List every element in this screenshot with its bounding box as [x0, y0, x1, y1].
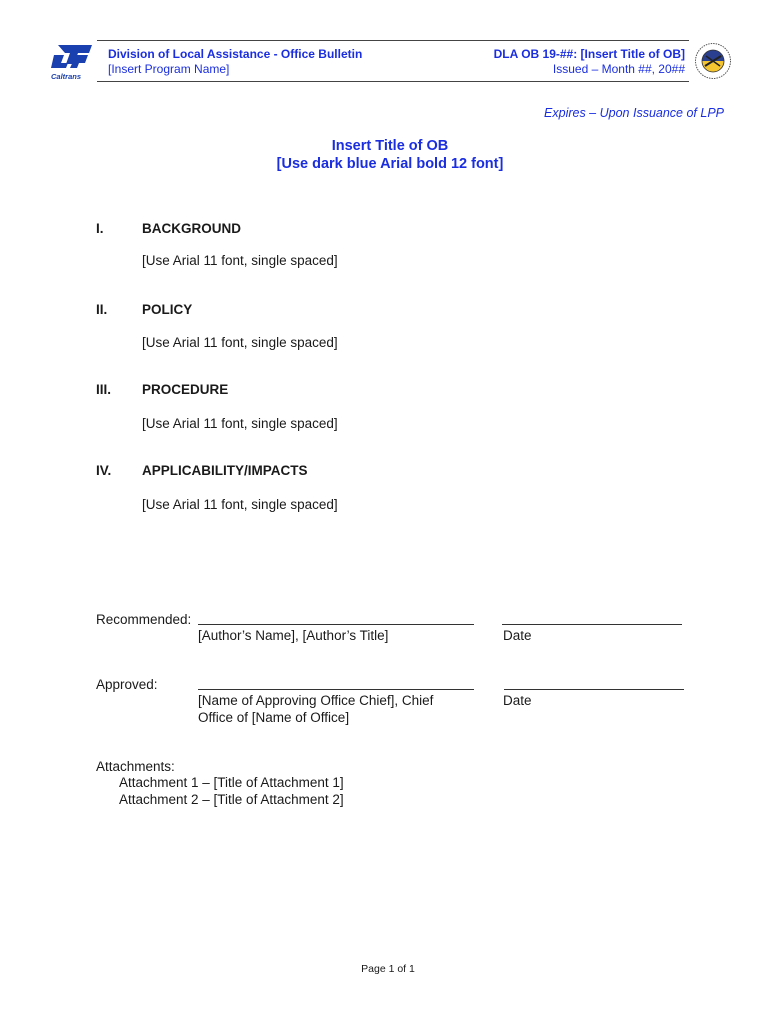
header-top-rule: [97, 40, 689, 41]
title-line-2: [Use dark blue Arial bold 12 font]: [276, 156, 504, 172]
recommended-signature-line: [198, 624, 474, 625]
approved-name-line-2: Office of [Name of Office]: [198, 710, 350, 725]
attachment-item-2: Attachment 2 – [Title of Attachment 2]: [119, 792, 344, 807]
program-name: [Insert Program Name]: [108, 62, 230, 76]
division-title: Division of Local Assistance - Office Bulletin: [108, 47, 363, 61]
approved-signature-line: [198, 689, 474, 690]
approved-date: Date: [503, 693, 532, 708]
attachment-item-1: Attachment 1 – [Title of Attachment 1]: [119, 775, 344, 790]
caltrans-logo: [48, 42, 96, 82]
section-2-body: [Use Arial 11 font, single spaced]: [142, 335, 338, 350]
approved-date-line: [504, 689, 684, 690]
recommended-date-line: [502, 624, 682, 625]
approved-label: Approved:: [96, 677, 158, 692]
section-3-body: [Use Arial 11 font, single spaced]: [142, 416, 338, 431]
page-title: [0, 137, 770, 173]
recommended-date: Date: [503, 628, 532, 643]
caltrans-logo-icon: [48, 42, 96, 82]
section-1-body: [Use Arial 11 font, single spaced]: [142, 253, 338, 268]
ob-number: DLA OB 19-##: [Insert Title of OB]: [493, 47, 685, 61]
approved-name-line-1: [Name of Approving Office Chief], Chief: [198, 693, 434, 708]
issued-date: Issued – Month ##, 20##: [552, 62, 685, 76]
section-4-body: [Use Arial 11 font, single spaced]: [142, 497, 338, 512]
section-1-title: BACKGROUND: [142, 221, 241, 236]
section-2-title: POLICY: [142, 302, 193, 317]
svg-text:Caltrans: Caltrans: [51, 72, 82, 81]
section-2-number: II.: [96, 302, 108, 317]
section-4-number: IV.: [96, 463, 112, 478]
recommended-label: Recommended:: [96, 612, 192, 627]
section-1-number: I.: [96, 221, 104, 236]
title-line-1: Insert Title of OB: [331, 138, 449, 154]
local-assistance-seal-icon: [694, 42, 732, 80]
section-3-number: III.: [96, 382, 112, 397]
expires-note: Expires – Upon Issuance of LPP: [544, 106, 724, 120]
section-4-title: APPLICABILITY/IMPACTS: [142, 463, 308, 478]
page-number: Page 1 of 1: [361, 963, 415, 975]
attachments-label: Attachments:: [96, 759, 175, 774]
header-bottom-rule: [97, 81, 689, 82]
recommended-name: [Author’s Name], [Author’s Title]: [198, 628, 389, 643]
section-3-title: PROCEDURE: [142, 382, 229, 397]
